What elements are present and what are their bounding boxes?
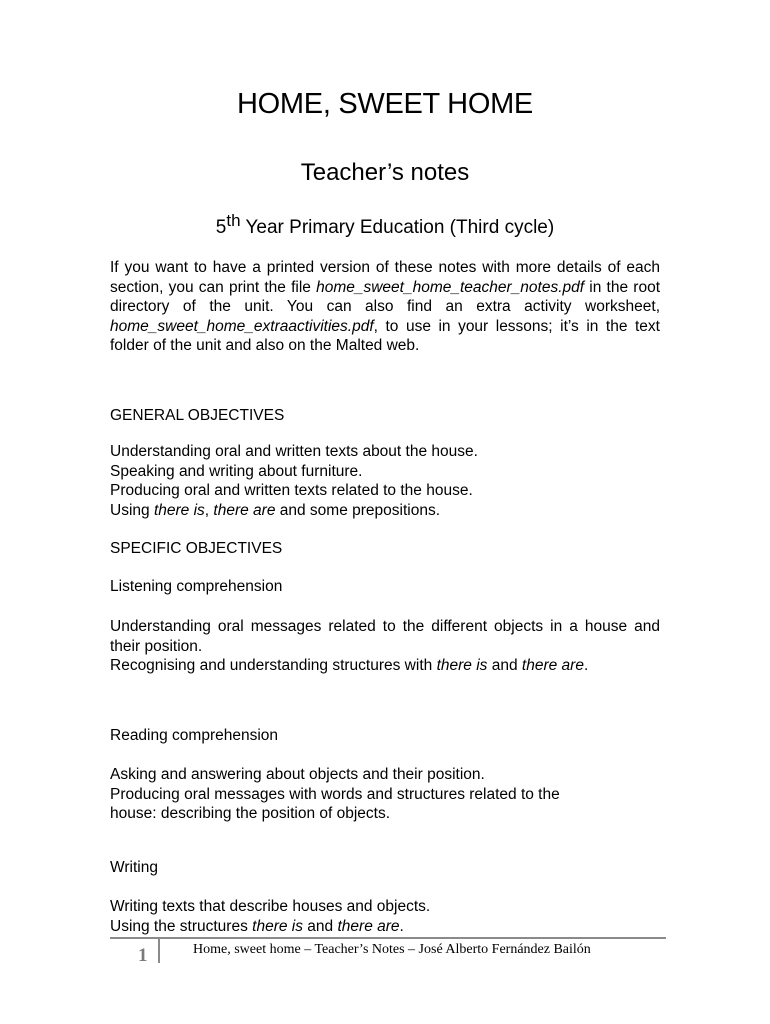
specific-objectives-heading: SPECIFIC OBJECTIVES — [110, 540, 283, 557]
intro-text-1: If you want to have a printed version of these notes with more details of each section, you can print the file — [110, 259, 660, 296]
writing-heading: Writing — [110, 859, 158, 876]
malted-web-link[interactable]: Malted web — [335, 337, 416, 354]
page-number: 1 — [138, 945, 148, 966]
listening-heading: Listening comprehension — [110, 578, 283, 595]
writing-and: and — [303, 917, 338, 935]
objective-4-there-are: there are — [213, 501, 276, 519]
objective-4-comma: , — [204, 501, 214, 519]
listening-and: and — [487, 657, 522, 674]
document-subtitle: Teacher’s notes — [300, 159, 470, 186]
objective-4-there-is: there is — [153, 501, 205, 519]
reading-heading: Reading comprehension — [110, 727, 279, 744]
reading-objective-2-line-1: Producing oral messages with words and structures related to the — [110, 785, 560, 803]
reading-objective-2-line-2: house: describing the position of objects. — [110, 805, 391, 822]
writing-objective-2-text: Using the structures — [110, 917, 253, 935]
listening-there-is: there is — [436, 657, 488, 674]
listening-there: there — [521, 657, 558, 674]
course-level — [110, 211, 660, 242]
document-title: HOME, SWEET HOME — [237, 88, 533, 120]
intro-text-4: . — [415, 337, 420, 354]
intro-text-2: in the root directory of the unit. You can also find an extra activity worksheet, — [110, 278, 660, 315]
general-objectives-heading: GENERAL OBJECTIVES — [110, 407, 285, 424]
general-objective-1: Understanding oral and written texts about the house. — [110, 443, 478, 460]
reading-paragraph — [110, 765, 660, 824]
writing-objective-2 — [110, 917, 660, 937]
year-number: 5 — [215, 217, 227, 238]
listening-objective-1: Understanding oral messages related to the different objects in a house and their position. — [110, 618, 660, 655]
year-description: Year Primary Education (Third cycle) — [240, 217, 555, 238]
listening-are: are — [561, 657, 584, 674]
general-objective-3: Producing oral and written texts related to the house. — [110, 482, 473, 499]
general-objective-2: Speaking and writing about furniture. — [110, 462, 363, 480]
listening-objective-2-text: Recognising and understanding structures with — [110, 657, 437, 674]
intro-paragraph — [110, 258, 660, 356]
footer-rule — [110, 937, 666, 939]
listening-paragraph — [110, 617, 660, 676]
intro-text-3: , to use in your lessons; it’s in the text folder of the unit and also on the — [110, 317, 660, 354]
teacher-notes-filename: home_sweet_home_teacher_notes.pdf — [316, 278, 585, 296]
listening-period: . — [583, 657, 589, 674]
general-objective-4 — [110, 501, 660, 521]
general-objectives-list — [110, 442, 660, 520]
year-ordinal-suffix: th — [226, 211, 241, 230]
writing-objective-1: Writing texts that describe houses and objects. — [110, 898, 431, 915]
extra-activities-filename: home_sweet_home_extraactivities.pdf — [110, 317, 374, 335]
objective-4-text-b: and some prepositions. — [275, 501, 441, 519]
reading-objective-1: Asking and answering about objects and their position. — [110, 766, 485, 783]
writing-there-are: there are — [337, 917, 400, 935]
footer-divider — [158, 938, 160, 963]
objective-4-text-a: Using — [110, 501, 154, 519]
writing-paragraph — [110, 897, 660, 936]
footer-text: Home, sweet home – Teacher’s Notes – José Alberto Fernández Bailón — [193, 942, 591, 957]
writing-period: . — [399, 917, 404, 935]
writing-there-is: there is — [252, 917, 303, 935]
